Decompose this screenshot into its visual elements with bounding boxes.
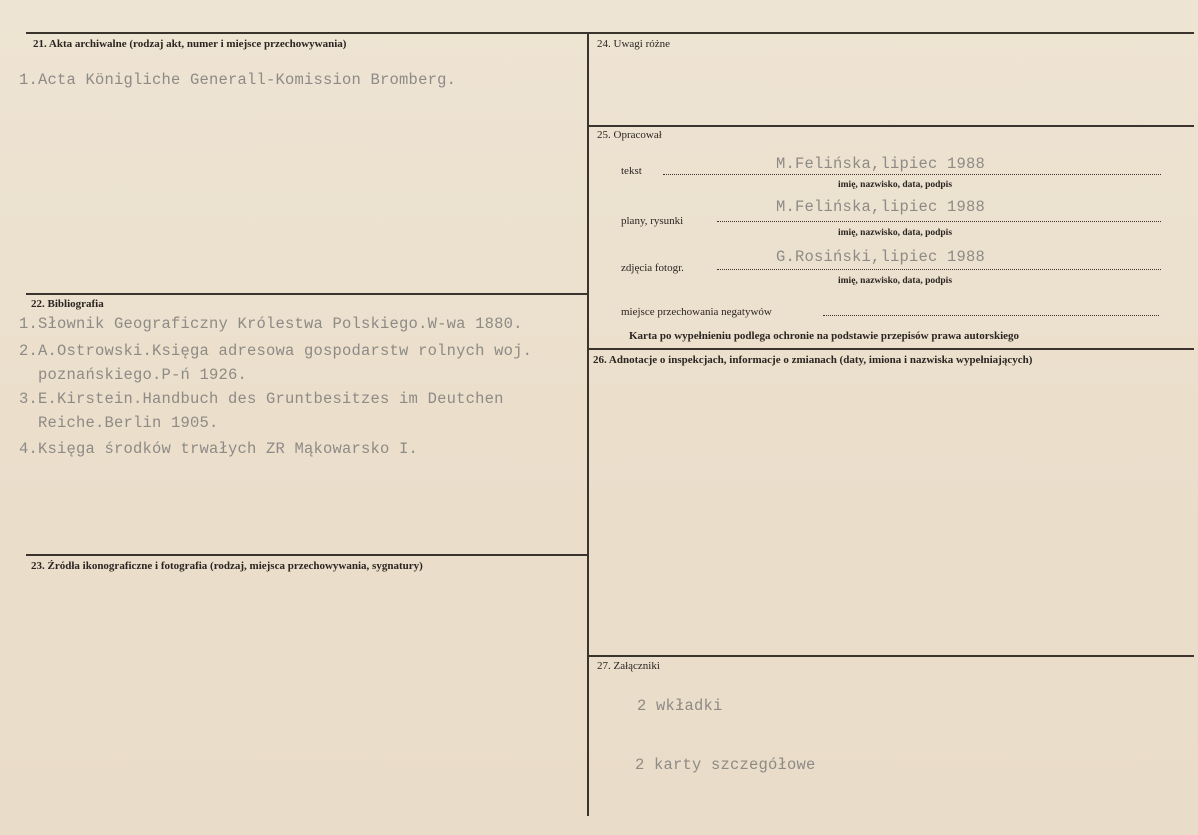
photos-line bbox=[717, 269, 1161, 270]
rule-26-27 bbox=[588, 655, 1194, 657]
attachment-2: 2 karty szczegółowe bbox=[635, 756, 816, 774]
photos-label: zdjęcia fotogr. bbox=[621, 262, 684, 274]
section-25-title: 25. Opracował bbox=[597, 129, 662, 141]
author-text-label: tekst bbox=[621, 165, 642, 177]
author-text-line bbox=[663, 174, 1161, 175]
drawings-label: plany, rysunki bbox=[621, 215, 684, 227]
section-26-title: 26. Adnotacje o inspekcjach, informacje o zmianach (daty, imiona i nazwiska wypełniających) bbox=[593, 354, 1033, 366]
section-27-title: 27. Załączniki bbox=[597, 660, 660, 672]
drawings-caption: imię, nazwisko, data, podpis bbox=[838, 228, 953, 238]
section-21-title: 21. Akta archiwalne (rodzaj akt, numer i miejsce przechowywania) bbox=[33, 38, 347, 50]
bibliography-line-6: 4.Księga środków trwałych ZR Mąkowarsko I. bbox=[19, 440, 419, 458]
bibliography-line-1: 1.Słownik Geograficzny Królestwa Polskiego.W-wa 1880. bbox=[19, 315, 523, 333]
rule-25-26 bbox=[588, 348, 1194, 350]
rule-21-22 bbox=[26, 293, 588, 295]
drawings-value: M.Felińska,lipiec 1988 bbox=[776, 198, 986, 216]
author-text-caption: imię, nazwisko, data, podpis bbox=[838, 180, 953, 190]
rule-22-23 bbox=[26, 554, 588, 556]
negatives-label: miejsce przechowania negatywów bbox=[621, 306, 772, 318]
top-rule bbox=[26, 32, 1194, 34]
section-22-title: 22. Bibliografia bbox=[31, 298, 104, 310]
copyright-notice: Karta po wypełnieniu podlega ochronie na podstawie przepisów prawa autorskiego bbox=[629, 330, 1020, 342]
attachment-1: 2 wkładki bbox=[637, 697, 723, 715]
bibliography-line-3: poznańskiego.P-ń 1926. bbox=[38, 366, 248, 384]
bibliography-line-4: 3.E.Kirstein.Handbuch des Gruntbesitzes im Deutchen bbox=[19, 390, 504, 408]
photos-caption: imię, nazwisko, data, podpis bbox=[838, 276, 953, 286]
center-divider bbox=[587, 32, 589, 816]
author-text-value: M.Felińska,lipiec 1988 bbox=[776, 155, 986, 173]
bibliography-line-2: 2.A.Ostrowski.Księga adresowa gospodarstw rolnych woj. bbox=[19, 342, 533, 360]
bibliography-line-5: Reiche.Berlin 1905. bbox=[38, 414, 219, 432]
rule-24-25 bbox=[588, 125, 1194, 127]
negatives-line bbox=[823, 315, 1159, 316]
photos-value: G.Rosiński,lipiec 1988 bbox=[776, 248, 986, 266]
drawings-line bbox=[717, 221, 1161, 222]
section-23-title: 23. Źródła ikonograficzne i fotografia (rodzaj, miejsca przechowywania, sygnatury) bbox=[31, 560, 423, 572]
archive-entry-1: 1.Acta Königliche Generall-Komission Bromberg. bbox=[19, 71, 457, 89]
section-24-title: 24. Uwagi różne bbox=[597, 38, 671, 50]
